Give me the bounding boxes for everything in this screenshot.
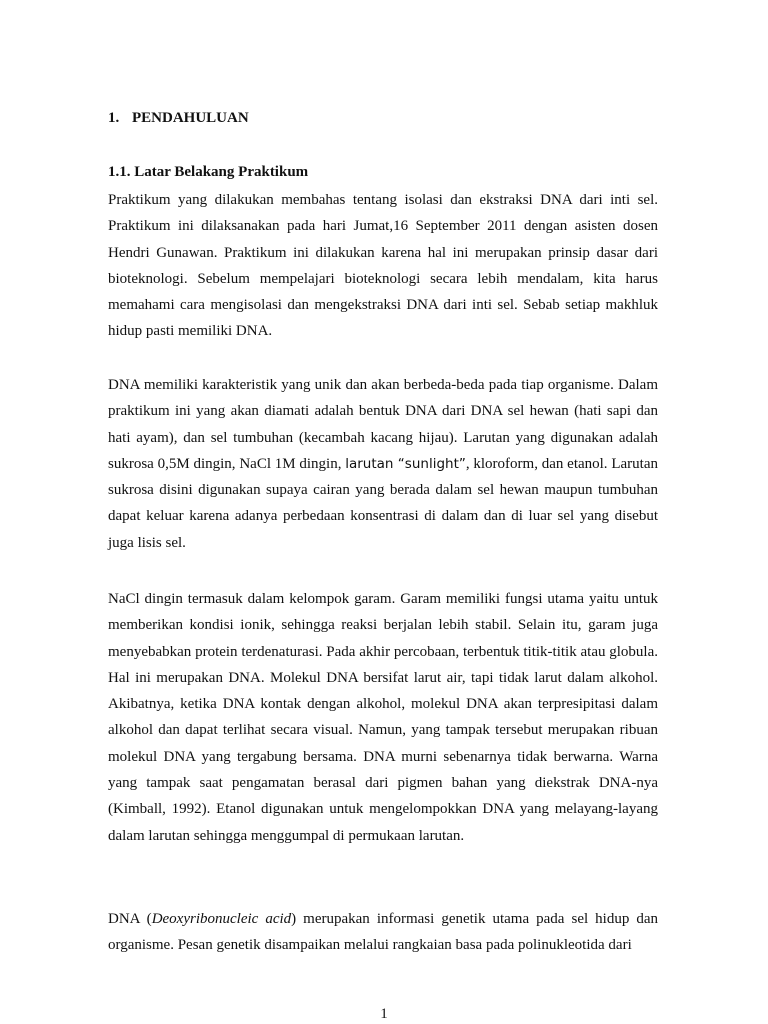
paragraph-3: NaCl dingin termasuk dalam kelompok garam. Garam memiliki fungsi utama yaitu untuk memberikan kondisi ionik, sehingga reaksi berjalan lebih stabil. Selain itu, garam juga menyebabkan protein terdenaturasi. Pada akhir percobaan, terbentuk titik-titik atau globula. Hal ini merupakan DNA. Molekul DNA bersifat larut air, tapi tidak larut dalam alkohol. Akibatnya, ketika DNA kontak dengan alkohol, molekul DNA akan terpresipitasi dalam alkohol dan dapat terlihat secara visual. Namun, yang tampak tersebut merupakan ribuan molekul DNA yang tergabung bersama. DNA murni sebenarnya tidak berwarna. Warna yang tampak saat pengamatan berasal dari pigmen bahan yang diekstrak DNA-nya (Kimball, 1992). Etanol digunakan untuk mengelompokkan DNA yang melayang-layang dalam larutan sehingga menggumpal di permukaan larutan. <box>108 591 658 844</box>
section-heading <box>108 108 249 128</box>
paragraph-4 <box>108 906 658 959</box>
section-number: 1. <box>108 110 120 126</box>
paragraph-2 <box>108 372 658 556</box>
page-number: 1 <box>380 1006 388 1022</box>
paragraph-2-text-end: , kloroform, dan etanol. Larutan sukrosa disini digunakan supaya cairan yang berada dalam sel hewan maupun tumbuhan dapat keluar karena adanya perbedaan konsentrasi di dalam dan di luar sel yang disebut juga lisis sel. <box>108 455 658 551</box>
subsection-heading: 1.1. Latar Belakang Praktikum <box>108 164 309 180</box>
paragraph-2-text-start: DNA memiliki karakteristik yang unik dan akan berbeda-beda pada tiap organisme. Dalam praktikum ini yang akan diamati adalah bentuk DNA dari DNA sel hewan (hati sapi dan hati ayam), dan sel tumbuhan (kecambah kacang hijau). Larutan yang digunakan adalah sukrosa 0,5M dingin, NaCl 1M dingin, <box>108 377 658 472</box>
paragraph-4-text-end: ) merupakan informasi genetik utama pada sel hidup dan organisme. Pesan genetik disampaikan melalui rangkaian basa pada polinukleotida dari <box>108 911 658 954</box>
paragraph-4-text-start: DNA ( <box>108 911 152 927</box>
sunlight-solution-text: larutan “sunlight” <box>345 455 466 472</box>
section-title: PENDAHULUAN <box>132 110 249 126</box>
paragraph-1: Praktikum yang dilakukan membahas tentang isolasi dan ekstraksi DNA dari inti sel. Praktikum ini dilaksanakan pada hari Jumat,16 September 2011 dengan asisten dosen Hendri Gunawan. Praktikum ini dilakukan karena hal ini merupakan prinsip dasar dari bioteknologi. Sebelum mempelajari bioteknologi secara lebih mendalam, kita harus memahami cara mengisolasi dan mengekstraksi DNA dari inti sel. Sebab setiap makhluk hidup pasti memiliki DNA. <box>108 192 658 340</box>
dna-full-name: Deoxyribonucleic acid <box>151 911 292 927</box>
